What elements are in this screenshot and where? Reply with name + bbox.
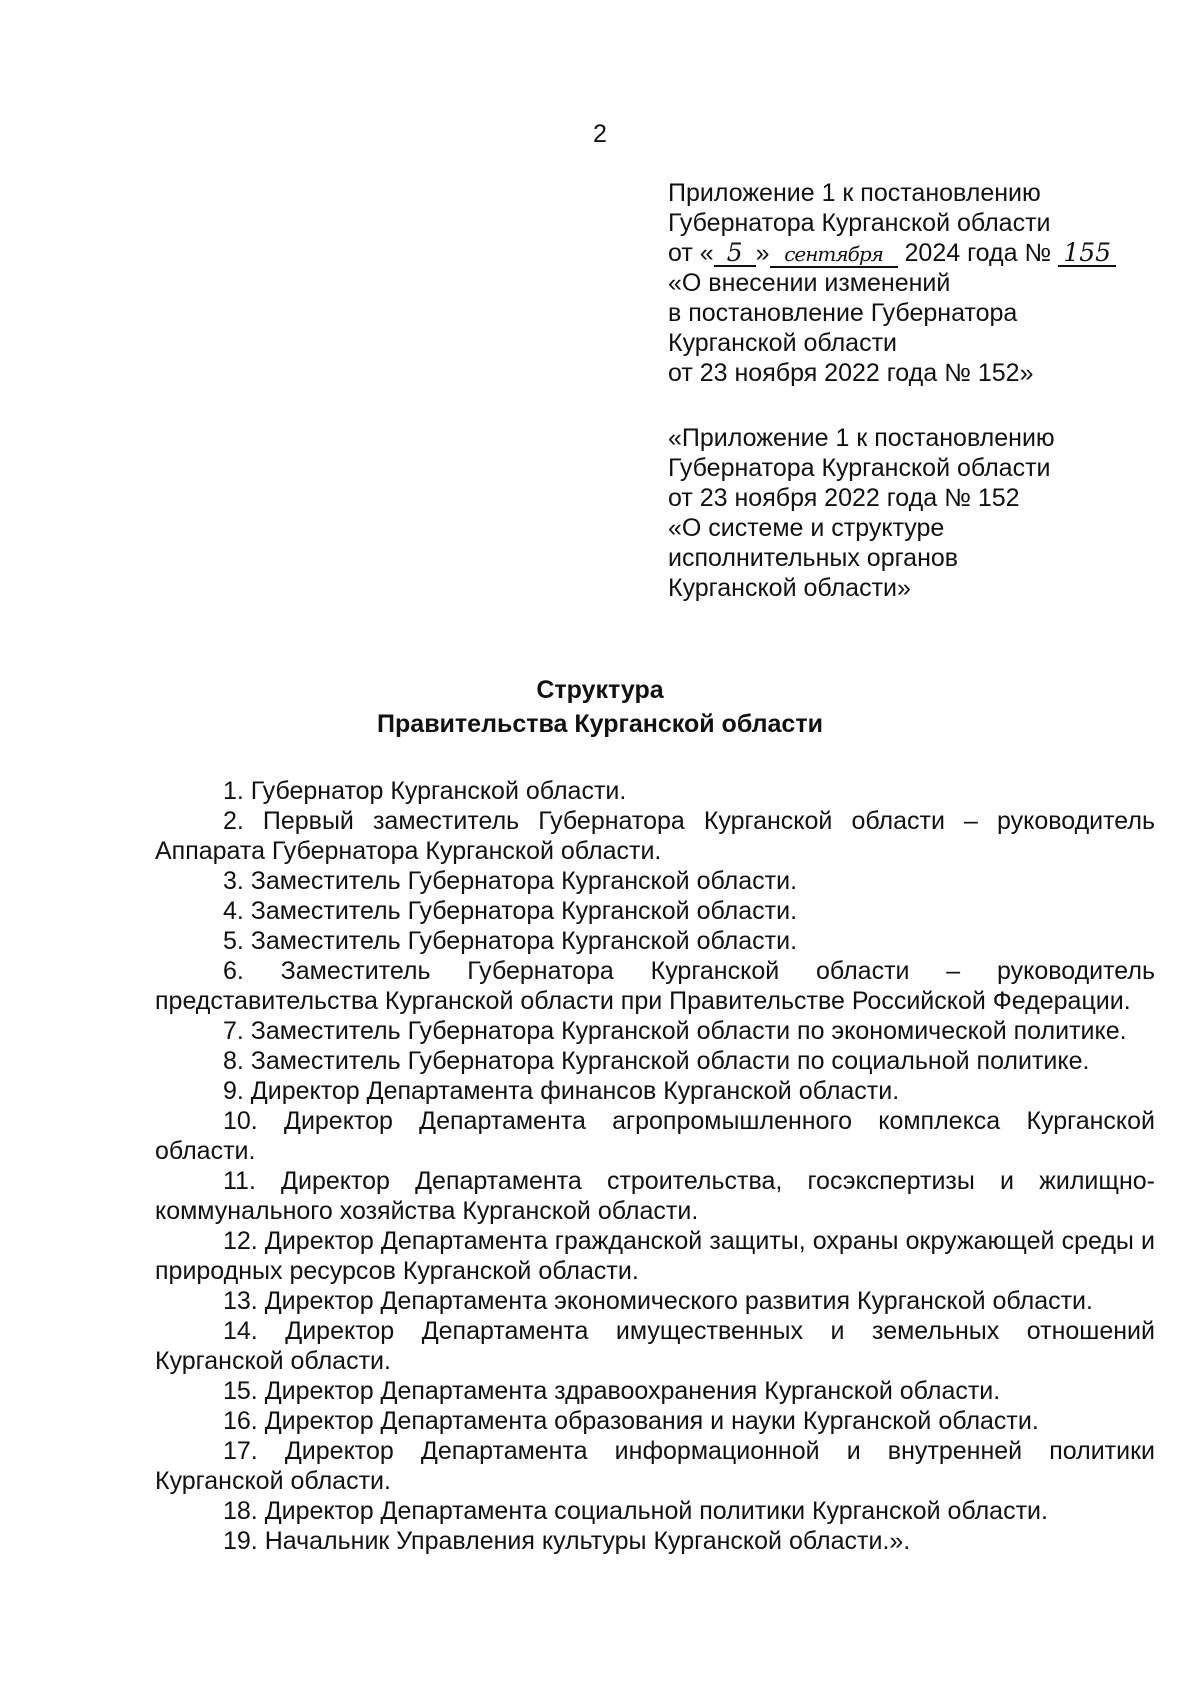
list-item: 17. Директор Департамента информационной и внутренней политики Курганской области.: [155, 1437, 1155, 1495]
list-item: 10. Директор Департамента агропромышленного комплекса Курганской области.: [155, 1107, 1155, 1165]
list-item: 5. Заместитель Губернатора Курганской области.: [223, 927, 798, 955]
annex-header-line: в постановление Губернатора: [668, 299, 1018, 327]
handwritten-doc-number: 155: [1058, 241, 1116, 267]
date-mid: »: [755, 239, 770, 267]
annex-header-line: от 23 ноября 2022 года № 152»: [668, 359, 1034, 387]
handwritten-month: сентября: [770, 242, 898, 268]
annex-original: [668, 423, 1138, 603]
list-item: 8. Заместитель Губернатора Курганской области по социальной политике.: [223, 1047, 1090, 1075]
document-title: [0, 673, 1200, 741]
list-item: 19. Начальник Управления культуры Курганской области.».: [223, 1527, 911, 1555]
date-prefix: от «: [668, 239, 714, 267]
annex-original-line: от 23 ноября 2022 года № 152: [668, 484, 1020, 512]
annex-header-line: «О внесении изменений: [668, 269, 951, 297]
list-item: 11. Директор Департамента строительства, госэкспертизы и жилищно-коммунального хозяйства Курганской области.: [155, 1167, 1155, 1225]
list-item: 3. Заместитель Губернатора Курганской области.: [223, 867, 798, 895]
list-item: 6. Заместитель Губернатора Курганской области – руководитель представительства Курганской области при Правительстве Российской Федерации.: [155, 957, 1155, 1015]
annex-header: [668, 178, 1138, 388]
list-item: 1. Губернатор Курганской области.: [223, 777, 627, 805]
list-item: 4. Заместитель Губернатора Курганской области.: [223, 897, 798, 925]
annex-header-line: Курганской области: [668, 329, 898, 357]
handwritten-day: 5: [714, 241, 756, 267]
annex-header-line: Губернатора Курганской области: [668, 209, 1051, 237]
title-line: Структура: [536, 676, 664, 704]
list-item: 7. Заместитель Губернатора Курганской области по экономической политике.: [223, 1017, 1127, 1045]
annex-date-line: [668, 238, 1138, 268]
annex-original-line: Губернатора Курганской области: [668, 454, 1051, 482]
annex-original-line: Курганской области»: [668, 574, 911, 602]
annex-header-line: Приложение 1 к постановлению: [668, 179, 1041, 207]
annex-original-line: «Приложение 1 к постановлению: [668, 424, 1055, 452]
title-line: Правительства Курганской области: [377, 710, 823, 738]
list-item: 15. Директор Департамента здравоохранения Курганской области.: [223, 1377, 1001, 1405]
list-item: 2. Первый заместитель Губернатора Курганской области – руководитель Аппарата Губернатора Курганской области.: [155, 807, 1155, 865]
list-item: 13. Директор Департамента экономического развития Курганской области.: [223, 1287, 1093, 1315]
date-suffix: 2024 года №: [897, 239, 1059, 267]
structure-list: [155, 776, 1155, 1556]
list-item: 18. Директор Департамента социальной политики Курганской области.: [223, 1497, 1048, 1525]
list-item: 14. Директор Департамента имущественных и земельных отношений Курганской области.: [155, 1317, 1155, 1375]
list-item: 16. Директор Департамента образования и науки Курганской области.: [223, 1407, 1039, 1435]
list-item: 9. Директор Департамента финансов Курганской области.: [223, 1077, 900, 1105]
page-number: 2: [593, 120, 607, 148]
annex-original-line: «О системе и структуре: [668, 514, 945, 542]
list-item: 12. Директор Департамента гражданской защиты, охраны окружающей среды и природных ресурсов Курганской области.: [155, 1227, 1155, 1285]
annex-original-line: исполнительных органов: [668, 544, 959, 572]
